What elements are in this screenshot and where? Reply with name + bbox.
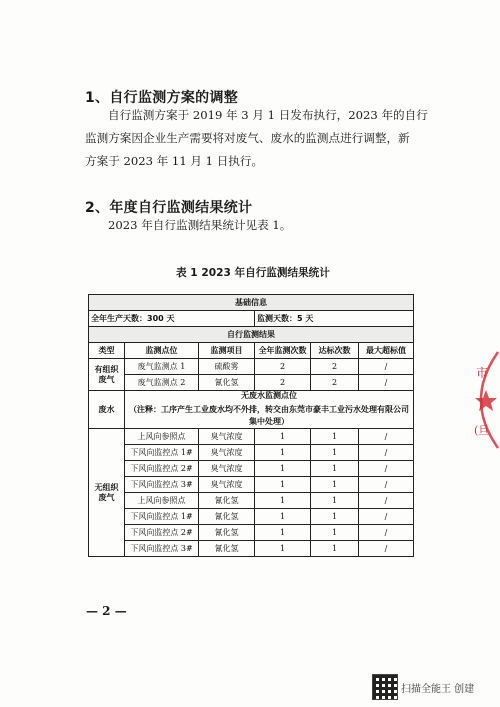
cell-max: / (359, 445, 414, 461)
cell-count: 1 (255, 477, 311, 493)
cell-item: 臭气浓度 (199, 429, 255, 445)
wastewater-note: （注释：工序产生工业废水均不外排，转交由东莞市豪丰工业污水处理有限公司集中处理） (129, 405, 410, 426)
cell-count: 1 (255, 461, 311, 477)
header-count: 全年监测次数 (255, 343, 311, 359)
cell-point: 下风向监控点 1# (125, 445, 199, 461)
cell-item: 氰化氢 (199, 493, 255, 509)
cell-point: 下风向监控点 2# (125, 461, 199, 477)
cell-point: 上风向参照点 (125, 493, 199, 509)
results-table (88, 294, 414, 557)
seal-char-1: 市 (476, 366, 489, 380)
cell-count: 1 (255, 445, 311, 461)
cell-item: 氰化氢 (199, 541, 255, 557)
wastewater-point: 无废水监测点位 (241, 391, 298, 400)
cell-point: 下风向监控点 1# (125, 509, 199, 525)
cell-max: / (359, 509, 414, 525)
type-unorganized: 无组织废气 (89, 429, 125, 557)
section2-line: 2023 年自行监测结果统计见表 1。 (108, 218, 292, 232)
cell-pass: 1 (311, 509, 359, 525)
cell-point: 废气监测点 1 (125, 359, 199, 375)
cell-pass: 2 (311, 375, 359, 391)
cell-item: 硫酸雾 (199, 359, 255, 375)
cell-max: / (359, 493, 414, 509)
section2-heading: 2、年度自行监测结果统计 (85, 200, 253, 216)
header-point: 监测点位 (125, 343, 199, 359)
table-row (89, 509, 414, 525)
cell-pass: 1 (311, 461, 359, 477)
type-wastewater: 废水 (89, 391, 125, 429)
cell-count: 1 (255, 525, 311, 541)
scanner-qr-icon (372, 674, 398, 700)
wastewater-note-cell (125, 391, 414, 429)
cell-item: 臭气浓度 (199, 445, 255, 461)
cell-count: 1 (255, 541, 311, 557)
cell-item: 氰化氢 (199, 375, 255, 391)
table-row (89, 477, 414, 493)
cell-item: 臭气浓度 (199, 461, 255, 477)
cell-pass: 1 (311, 477, 359, 493)
table-row (89, 445, 414, 461)
cell-pass: 2 (311, 359, 359, 375)
cell-pass: 1 (311, 541, 359, 557)
cell-max: / (359, 429, 414, 445)
table-caption: 表 1 2023 年自行监测结果统计 (176, 267, 330, 279)
table-row (89, 359, 414, 375)
basic-info-title: 基础信息 (89, 295, 414, 311)
production-days: 全年生产天数：300 天 (89, 311, 255, 327)
table-row (89, 525, 414, 541)
cell-count: 2 (255, 359, 311, 375)
type-organized: 有组织废气 (89, 359, 125, 391)
cell-pass: 1 (311, 493, 359, 509)
header-item: 监测项目 (199, 343, 255, 359)
cell-max: / (359, 461, 414, 477)
cell-max: / (359, 477, 414, 493)
table-row (89, 429, 414, 445)
cell-max: / (359, 541, 414, 557)
section1-line-3: 方案于 2023 年 11 月 1 日执行。 (85, 154, 264, 168)
section1-heading: 1、自行监测方案的调整 (85, 90, 239, 106)
table-row (89, 541, 414, 557)
cell-point: 上风向参照点 (125, 429, 199, 445)
cell-item: 臭气浓度 (199, 477, 255, 493)
cell-max: / (359, 375, 414, 391)
header-type: 类型 (89, 343, 125, 359)
cell-point: 下风向监控点 3# (125, 541, 199, 557)
cell-item: 氰化氢 (199, 509, 255, 525)
page-number: — 2 — (86, 604, 127, 618)
cell-point: 废气监测点 2 (125, 375, 199, 391)
cell-count: 1 (255, 429, 311, 445)
cell-point: 下风向监控点 3# (125, 477, 199, 493)
cell-pass: 1 (311, 525, 359, 541)
table-row (89, 375, 414, 391)
cell-count: 1 (255, 493, 311, 509)
cell-pass: 1 (311, 445, 359, 461)
seal-char-2: (旦 (474, 424, 490, 437)
cell-max: / (359, 525, 414, 541)
seal-stamp (458, 350, 500, 450)
cell-count: 1 (255, 509, 311, 525)
section1-line-2: 监测方案因企业生产需要将对废气、废水的监测点进行调整，新 (85, 131, 410, 145)
results-title: 自行监测结果 (89, 327, 414, 343)
cell-item: 氰化氢 (199, 525, 255, 541)
cell-count: 2 (255, 375, 311, 391)
scanner-watermark: 扫描全能王 创建 (401, 684, 475, 695)
table-row (89, 461, 414, 477)
cell-max: / (359, 359, 414, 375)
cell-pass: 1 (311, 429, 359, 445)
table-row (89, 493, 414, 509)
header-max: 最大超标值 (359, 343, 414, 359)
monitoring-days: 监测天数：5 天 (255, 311, 414, 327)
section1-line-1: 自行监测方案于 2019 年 3 月 1 日发布执行，2023 年的自行 (108, 108, 428, 122)
cell-point: 下风向监控点 2# (125, 525, 199, 541)
header-pass: 达标次数 (311, 343, 359, 359)
